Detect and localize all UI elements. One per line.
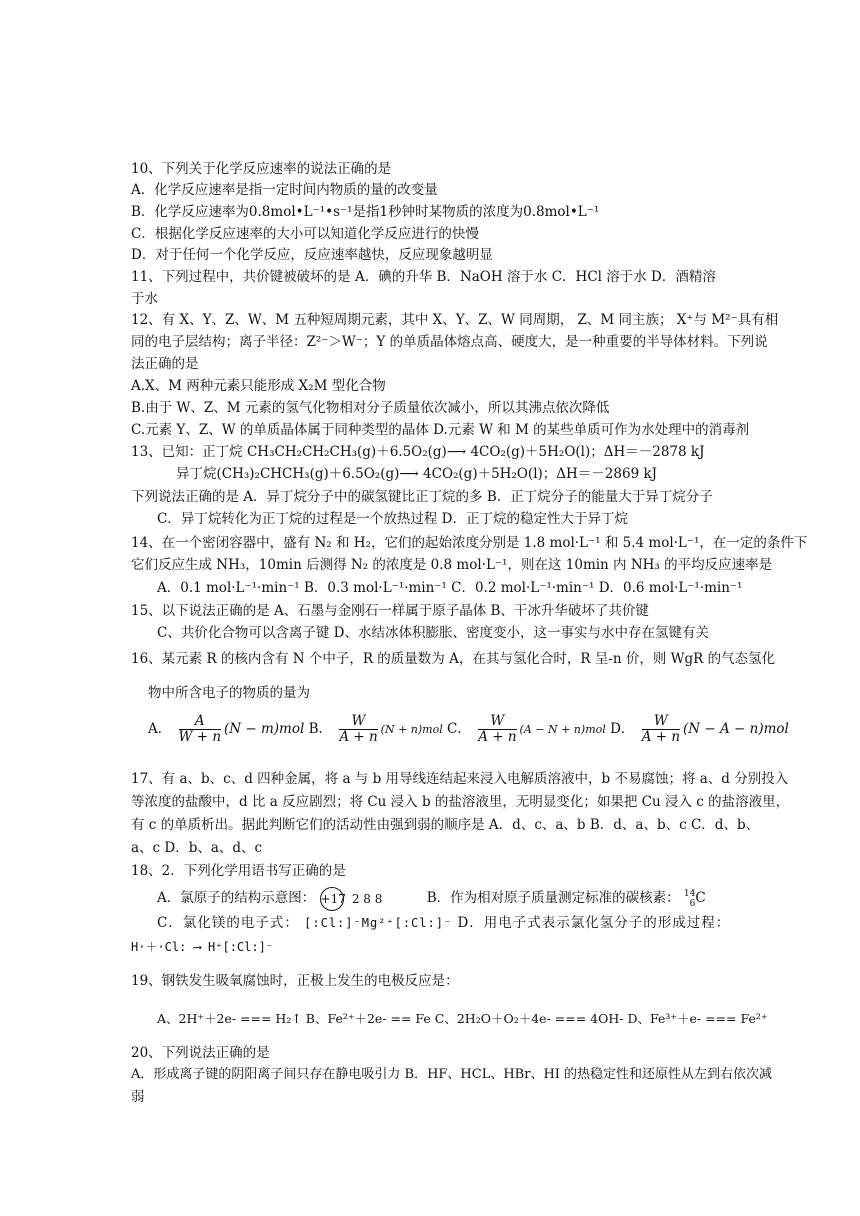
q10-option-b: B．化学反应速率为0.8mol•L⁻¹•s⁻¹是指1秒钟时某物质的浓度为0.8mol•L⁻¹ [131, 204, 600, 220]
q14-line1: 14、在一个密闭容器中，盛有 N₂ 和 H₂，它们的起始浓度分别是 1.8 mol·L⁻¹ 和 5.4 mol·L⁻¹，在一定的条件下 [131, 535, 808, 551]
q18-option-a-label: A．氯原子的结构示意图： [157, 890, 316, 906]
chlorine-nucleus-icon: +17 [320, 887, 344, 911]
q14-line3: A．0.1 mol·L⁻¹·min⁻¹ B．0.3 mol·L⁻¹·min⁻¹ C．0.2 mol·L⁻¹·min⁻¹ D．0.6 mol·L⁻¹·min⁻¹ [157, 580, 743, 596]
q16-a-denominator: W + n [178, 729, 222, 745]
q16-option-c-fraction [478, 714, 516, 745]
q16-d-denominator: A + n [641, 729, 681, 745]
q12-line2: 同的电子层结构；离子半径：Z²⁻＞W⁻；Y 的单质晶体熔点高、硬度大，是一种重要的半导体材料。下列说 [131, 334, 768, 350]
q18-row-cd [157, 914, 757, 932]
q16-c-denominator: A + n [478, 729, 517, 745]
q17-line1: 17、有 a、b、c、d 四种金属，将 a 与 b 用导线连结起来浸入电解质溶液中，b 不易腐蚀；将 a、d 分别投入 [131, 771, 789, 787]
carbon-symbol: C [695, 890, 706, 906]
q12-option-cd: C.元素 Y、Z、W 的单质晶体属于同种类型的晶体 D.元素 W 和 M 的某些单质可作为水处理中的消毒剂 [131, 422, 750, 438]
q16-line2: 物中所含电子的物质的量为 [148, 685, 310, 701]
q17-line4: a、c D．b、a、d、c [131, 840, 263, 856]
q11-line1: 11、下列过程中，共价键被破坏的是 A．碘的升华 B．NaOH 溶于水 C．HCl 溶于水 D．酒精溶 [131, 269, 716, 285]
q12-option-a: A.X、M 两种元素只能形成 X₂M 型化合物 [131, 378, 386, 394]
q16-a-tail: (N − m)mol [224, 721, 305, 737]
q10-option-d: D．对于任何一个化学反应，反应速率越快，反应现象越明显 [131, 247, 493, 263]
q16-b-denominator: A + n [339, 729, 378, 745]
carbon-nuclide-numbers [684, 889, 695, 909]
q16-d-numerator: W [642, 714, 680, 730]
q16-option-b-label: B． [308, 721, 333, 737]
q13-line3: 下列说法正确的是 A．异丁烷分子中的碳氢键比正丁烷的多 B．正丁烷分子的能量大于异丁烷分子 [131, 489, 713, 505]
q10-option-a: A．化学反应速率是指一定时间内物质的量的改变量 [131, 182, 438, 198]
q13-line4: C．异丁烷转化为正丁烷的过程是一个放热过程 D．正丁烷的稳定性大于异丁烷 [157, 511, 628, 527]
q16-option-b-fraction [339, 714, 377, 745]
q19-options: A、2H⁺＋2e- === H₂↑ B、Fe²⁺＋2e- == Fe C、2H₂O＋O₂＋4e- === 4OH- D、Fe³⁺＋e- === Fe²⁺ [157, 1011, 768, 1026]
q14-line2: 它们反应生成 NH₃，10min 后测得 N₂ 的浓度是 0.8 mol·L⁻¹，则在这 10min 内 NH₃ 的平均反应速率是 [131, 557, 773, 573]
q20-stem: 20、下列说法正确的是 [131, 1045, 270, 1061]
q15-line1: 15、以下说法正确的是 A、石墨与金刚石一样属于原子晶体 B、干冰升华破坏了共价键 [131, 603, 649, 619]
q16-c-tail: (A − N + n)mol [519, 723, 606, 736]
q16-options [148, 712, 789, 748]
q16-option-a-fraction [179, 714, 221, 745]
q18-option-d-label: D．用电子式表示氯化氢分子的形成过程： [457, 915, 731, 931]
q17-line2: 等浓度的盐酸中，d 比 a 反应剧烈；将 Cu 浸入 b 的盐溶液里，无明显变化；如果把 Cu 浸入 c 的盐溶液里， [131, 794, 790, 810]
q19-stem: 19、钢铁发生吸氧腐蚀时，正极上发生的电极反应是： [131, 973, 459, 989]
q18-stem: 18、2．下列化学用语书写正确的是 [131, 863, 346, 879]
q12-line3: 法正确的是 [131, 356, 199, 372]
q16-b-numerator: W [339, 714, 377, 730]
q13-line2: 异丁烷(CH₃)₂CHCH₃(g)＋6.5O₂(g)⟶ 4CO₂(g)＋5H₂O(l)；ΔH＝－2869 kJ [176, 466, 658, 482]
mgcl2-electron-formula: [:Cl:]⁻Mg²⁺[:Cl:]⁻ [304, 916, 453, 930]
q16-option-a-label: A． [148, 721, 172, 737]
q16-option-d-label: D． [610, 721, 635, 737]
q17-line3: 有 c 的单质析出。据此判断它们的活动性由强到弱的顺序是 A．d、c、a、b B．d、a、b、c C．d、b、 [131, 817, 760, 833]
q18-hcl-formation: H·＋·Cl: ⟶ H⁺[:Cl:]⁻ [131, 940, 274, 954]
q10-option-c: C．根据化学反应速率的大小可以知道化学反应进行的快慢 [131, 226, 479, 242]
q16-line1: 16、某元素 R 的核内含有 N 个中子，R 的质量数为 A，在其与氢化合时，R 呈-n 价，则 WgR 的气态氢化 [131, 651, 776, 667]
q18-option-c-label: C．氯化镁的电子式： [157, 915, 299, 931]
q18-option-b-label: B．作为相对原子质量测定标准的碳核素： [426, 890, 680, 906]
q13-line1: 13、已知：正丁烷 CH₃CH₂CH₂CH₃(g)＋6.5O₂(g)⟶ 4CO₂(g)＋5H₂O(l)；ΔH＝－2878 kJ [131, 444, 705, 460]
q15-line2: C、共价化合物可以含离子键 D、水结冰体积膨胀、密度变小，这一事实与水中存在氢键有关 [157, 625, 709, 641]
q16-d-tail: (N − A − n)mol [683, 721, 789, 737]
q10-stem: 10、下列关于化学反应速率的说法正确的是 [131, 161, 392, 177]
q16-b-tail: (N + n)mol [380, 723, 443, 736]
electron-shells: 2 8 8 [351, 891, 383, 906]
q16-option-c-label: C． [447, 721, 471, 737]
q16-option-d-fraction [642, 714, 680, 745]
carbon-mass-number: 14 [683, 888, 696, 899]
q16-c-numerator: W [478, 714, 516, 730]
q20-line1: A．形成离子键的阴阳离子间只存在静电吸引力 B．HF、HCL、HBr、HI 的热稳定性和还原性从左到右依次减 [131, 1067, 773, 1082]
q18-row-ab [157, 885, 757, 911]
q11-line2: 于水 [131, 291, 158, 307]
q12-line1: 12、有 X、Y、Z、W、M 五种短周期元素，其中 X、Y、Z、W 同周期， Z、M 同主族； X⁺与 M²⁻具有相 [131, 312, 779, 328]
q20-line2: 弱 [131, 1089, 145, 1105]
q16-a-numerator: A [179, 714, 221, 730]
carbon-proton-number: 6 [689, 898, 696, 909]
q12-option-b: B.由于 W、Z、M 元素的氢气化物相对分子质量依次减小，所以其沸点依次降低 [131, 400, 610, 416]
